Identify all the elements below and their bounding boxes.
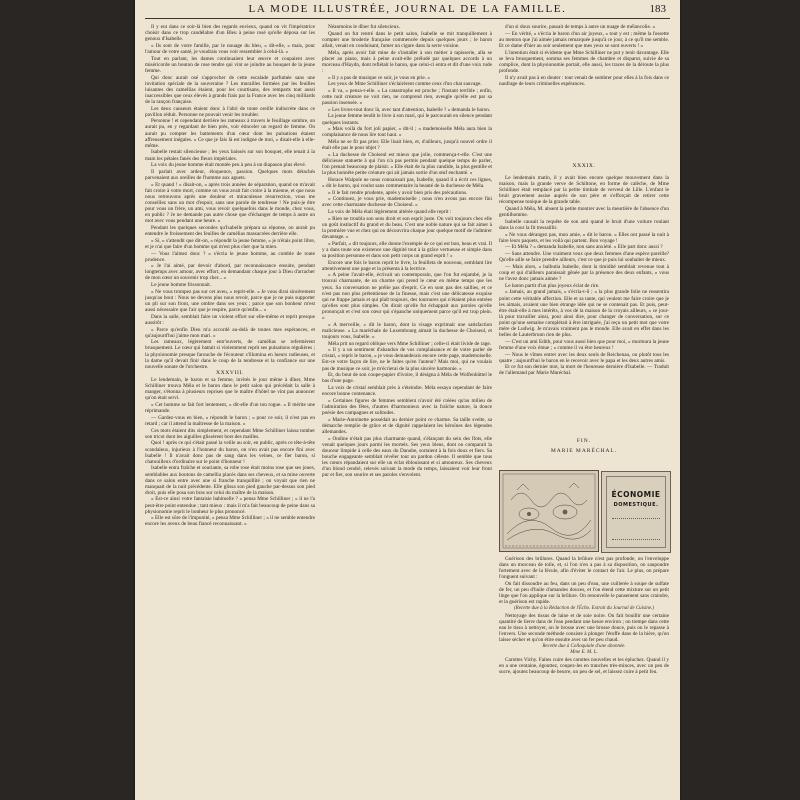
author-signature: MARIE MARÉCHAL. — [550, 448, 618, 454]
newspaper-page — [135, 0, 680, 800]
paragraph: — Vous l'aimez donc ? » s'écria le jeune homme, au comble de toute prudence. — [145, 250, 315, 263]
paragraph: Les rameaux, légèrement entr'ouverts, de camélias se refermèrent brusquement. Le cœur qui battait si violemment reprit ses pulsations régulières ; la physionomie presque farouche de l'écouteur s'illumina en lueurs radieuses, et la dame qu'il devait finir dans le coup de la tendresse et la confiance sur une nouvelle sonate de l'orchestre. — [145, 339, 315, 370]
paragraph: La jeune femme tendit le livre à son mari, qui le parcourait en silence pendant quelques instants. — [322, 113, 492, 126]
paragraph: Méla prit un regard oblique vers Mme Schilliner ; celle-ci était livide de rage. — [328, 340, 491, 347]
column-1 — [145, 24, 315, 790]
column-3-bottom — [499, 556, 669, 781]
source-note: Recette due à Colloquiale d'une abonnée. — [542, 643, 626, 649]
engraving-illustration — [499, 470, 599, 552]
paragraph: Et ce fut son dernier mot, la mort de l'heureuse dernière d'Isabelle. — Traduit de l'allemand par Marie Maréchal. — [499, 364, 669, 377]
paragraph: « Il le fait rendre prudente, après y avoir bien pris des précautions. — [328, 189, 468, 196]
paragraph: — C'est un ami Edith, pour vous aussi bien que pour moi, » murmura la jeune femme d'une voix émue ; « comme il va être heureux ! — [499, 338, 669, 351]
paragraph: « Il va, » pensa-t-elle. « La catastrophe est proche ; l'instant terrible ; enfin, cette nuit créature ne voit rien, ne comprend rien, aveugle qu'elle est par sa passion insensée. » — [322, 87, 492, 107]
paragraph: Dans la salle, semblait faire un violent effort sur elle-même et reprit presque aussitôt : — [145, 313, 315, 326]
section-vignette — [601, 471, 671, 553]
journal-title: LA MODE ILLUSTRÉE, JOURNAL DE LA FAMILLE. — [248, 3, 567, 15]
paragraph: Le lendemain matin, il y avait bien encore quelque mouvement dans la maison, mais la grande verve de Schiltone, en forme de calèche, de Mme Schilliner était remplacé par la petite timbale de verveul de Lille. L'enfant le bruit gravement assise auprès de son père et s'efforçait de retirer cette récompense tonique de la grande table. — [499, 175, 669, 206]
paragraph: Le baron partit d'un plus joyeux éclat de rire. — [505, 282, 600, 289]
paragraph: « Rien ne troubla son sens droit et son esprit juste. On voit toujours chez elle un goût instinctif du grand et du beau. C'est une noble nature qui se fait aimer à la première vue et chez qui on découvrira chaque jour quelque motif de l'admirer davantage. » — [322, 215, 492, 240]
paragraph: Isabelle causait la requête de son ami quand le bruit d'une voiture roulant dans la cour la fit tressaillir. — [499, 218, 669, 231]
source-note: Mme E. M. L. — [570, 650, 598, 656]
paragraph: « Je l'ai aimé, par devoir d'abord, par reconnaissance ensuite, pendant longtemps avec amour, avec effort, en demandant chaque jour à Dieu d'arracher de mon cœur un souvenir trop cher... » — [145, 263, 315, 282]
paragraph: L'intention était si évidente que Mme Schilliner ne put y tenir davantage. Elle se leva brusquement, somma ses femmes de chambre et disparut, suivie de sa complice, dont la physionomie portait, elle aussi, les traces de la déroute la plus profonde. — [499, 49, 669, 74]
paragraph: La voix de cristal semblait près à s'éteindre. Méla essaya cependant de faire encore bonne contenance. — [322, 385, 492, 398]
column-3-middle — [499, 175, 669, 437]
paragraph: Guérison des brûlures. Quand la brûlure n'est pas profonde, on l'enveloppe dans un morceau de toile, et, si l'on n'en a pas à sa disposition, on saupoudre fortement avec de la fécule, afin d'éviter le contact de l'air. Le plus, on prépare l'onguent suivant : — [499, 556, 669, 581]
paragraph: Ces mots étaient dits simplement, et cependant Mme Schilliner laissa tomber son tricot dont les aiguilles glissèrent hors des mailles. — [145, 427, 315, 440]
column-2 — [322, 24, 492, 790]
paragraph: Le jeune homme frissonnait. — [151, 282, 212, 289]
paragraph: Isabelle entra fraîche et souriante, sa robe rose était moins rose que ses joues, semblables aux boutons de camellia placés dans ses cheveux, et sa mine ouverte dans ce salon entre avec une si franche tranquillité ; on voyait que rien ne manquait de la nuit précédente. Elle glissa son pied gauche par-dessus son pied droit, puis elle posa son bras sur celui du maître de la maison. — [145, 465, 315, 496]
paragraph: « Marie-Antoinette possédait au dernier point ce charme. Sa taille svelte, sa démarche remplie de grâce et de dignité rappelaient les héroïnes des légendes allemandes. — [322, 416, 492, 435]
paragraph: Quand on fut rentré dans le petit salon, Isabelle se mit tranquillement à compter une broderie française commencée depuis quelques jours ; le baron allait, venait en conduisant, fumer un cigare dans la serre voisine. — [322, 30, 492, 49]
paragraph: Nettoyage des tissus de laine et de soie noire. On fait bouillir une certaine quantité de lierre dans de l'eau pendant une heure environ ; on trempe dans cette eau le tissu à nettoyer, on le brosse avec une brosse douce, puis on le repasse à l'envers. Une seconde méthode consiste à plonger l'étoffe dans de la bière, qu'on laisse sécher et qu'on étire ensuite avec un fer peu chaud. — [499, 612, 669, 643]
paragraph: « Parfait, » dit toujours, elle donne l'exemple de ce qui est bon, beau et vrai. Il y a dans toute son existence une dignité tout à la grâce vertueuse et simple dans sa position personne et dans son petit corps un grand esprit ! » — [322, 240, 492, 259]
paragraph: « Ils sont de votre famille, par le nouage du bleu, » dit-elle, « mais, pour l'amour de votre santé, je voudrais vous voir ressembler à celui-là. » — [145, 42, 315, 55]
paragraph: « Elle est sûre de l'impunité, » pensa Mme Schilliner ; « il ne semble entendre encore les aveux de beau fiancé reconnaissant. » — [145, 515, 315, 528]
paragraph: « Parce qu'enfin Dieu m'a accordé au-delà de toutes mes espérances, et qu'aujourd'hui j'aime mon mari. » — [145, 326, 315, 339]
paragraph: Et, du bout de son coupe-papier d'ivoire, il désigna à Méla de Wolfenbüttel le bas d'une page. — [322, 372, 492, 385]
page-header — [145, 2, 670, 19]
paragraph: « Ne vous trompez pas sur cet aveu, » reprit-elle. « Je vous dirai sincèrement jusqu'au bout : Nous ne devons plus nous revoir, parce que je ne puis supporter un pli sur son front, une ombre dans ses yeux ; parce que son bonheur m'est aussi nécessaire que l'air que je respire, parce qu'enfin... » — [145, 288, 315, 314]
paragraph: « Mais voilà du fort joli papier, » dit-il ; « mademoiselle Méla aura bien la complaisance de nous lire tout haut. » — [322, 126, 492, 139]
paragraph: « Il y a un sentiment d'abandon de vos complaisance et de votre parler de cristal, » reprit le baron, « je vous demanderais encore cette page, mademoiselle. Est-ce votre façon de lire, ne le faites qu'en l'auteur? Mais moi, qui ne voulais pas de musique ce soir, je m'écrierai de la plus sincère harmonie. » — [322, 347, 492, 372]
paragraph: — Mais alors, » balbutia Isabelle, dont la timidité semblait revenue tout à coup et qui d'ailleurs paraissait gênée par la présence des deux enfants, « vous ne l'avez donc jamais aimée ? — [499, 263, 669, 283]
paragraph: Encore une fois le baron reprit le livre, la feuilleta de nouveau, semblant lire attentivement une page et la présenta à la lectrice. — [322, 259, 492, 272]
paragraph: « Certaines figures de femmes semblent n'avoir été créées qu'au milieu de l'admiration des fêtes, d'autres d'harmonieux avec la fraîche nature, la douce poésie des campagnes et solitudes. — [322, 397, 492, 416]
paragraph: « Ondine n'était pas plus charmante quand, s'élançant du sein des flots, elle venait quelques jours parmi les mortels. Ses yeux bleus, dont on comparait la douceur limpide à celle des eaux du Danube, sortaient à la fois doux et fiers. Sa bouche engageante semblait révéler tout un pardon céleste. Il semble que tous les cœurs répandaient sur elle un éclat éblouissant et si amoureux. Ses cheveux d'un blond cendré, relevés suivant la mode du temps, laissaient voir leur front pur et fier, son sourire et ses paroles s'envolent. — [322, 435, 492, 479]
paragraph: — Sans attendre. Une vraiment veux que deux femmes d'une espèce pareille? Qu'elle aille se faire prendre ailleurs, c'est ce que je puis lui souhaiter de mieux. — [499, 251, 669, 264]
paragraph: — Et Méla ? » demanda Isabelle, non sans anxiété. « Elle part donc aussi ? — [505, 244, 663, 251]
paragraph: Il n'y avait pas à en douter : tout venait de sombrer pour elles à la fois dans ce naufrage de leurs criminelles espérances. — [499, 74, 669, 87]
paragraph: « Les livres-tout donc là, avec tant d'attention, Isabelle ? » demanda le baron. — [328, 106, 491, 113]
paragraph: « Continuez, je vous prie, mademoiselle ; nous n'en avons pas encore fini avec cette charmante duchesse de Choiseul. » — [322, 196, 492, 209]
paragraph: Il parlait avec ardeur, éloquence, passion. Quelques mots détachés parvenaient aux oreilles de l'homme aux aguets. — [145, 168, 315, 181]
paragraph: — En vérité, » s'écria le baron d'un air joyeux, « tout y est ; même la fossette au menton que j'ai aimée jamais remarquée jusqu'à ce jour, à ce qu'il me semble. Et ce dame d'hier au soir seulement que mes yeux se sont ouverts ! » — [499, 30, 669, 49]
paragraph: Il y eut dans ce soir-là bien des regards envieux, quand on vit l'impératrice choisir dans ce trop candélabre d'un Bleu à peine rosé qu'elle déposa sur les genoux d'Isabelle. — [145, 24, 315, 43]
source-note: (Recette due à la Rédaction de l'Écho. Extrait du Journal de Cuisine.) — [513, 605, 655, 611]
paragraph: Carottes Vichy. Faites cuire des carottes nouvelles et les épluchez. Quand il y en a une centaine, égouttez, coupez-les en tranches très-minces, avec un peu de sucre, ajoutez beaucoup de beurre, un peu de sel, et laissez cuire à petit feu. — [499, 657, 669, 676]
paragraph: Le lendemain, le baron et sa femme, invités le jour même à dîner, Mme Schilliner trouva Méla et le baron dans le petit salon qui précédait la salle à manger, s'étonna à plusieurs reprises que le maître d'hôtel ne vint pas annoncer qu'on était servi. — [145, 377, 315, 402]
paragraph: Néanmoins le dîner fut silencieux. — [328, 24, 401, 30]
section-title: ÉCONOMIE — [611, 490, 661, 499]
paragraph: « Il y a pas de musique ce soir, je vous en prie. » — [328, 74, 430, 81]
paragraph: « Et quand ! » disait-on, « après trois années de séparation, quand on m'avait fait croire à votre mort, comme on vous avait fait croire à la mienne, et que nous nous retrouvons après une douleur et miraculeuse résurrection, vous me conseillez sans un mot d'espoir, sans une parole de tendresse ! Ne puis-je être pour vous un frère, un ami, vous revoir quelquefois dans le monde, chez vous, en public ? Je ne demande pas autre chose que d'échanger de temps à autre un mot avec vous pendant une heure. » — [145, 181, 315, 225]
paragraph: « Est-ce ainsi votre fantaisie habituelle ? » pensa Mme Schilliner ; « il ne l'a peut-être point entendue ; tant mieux : mais il m'a fait beaucoup de peine dans sa physionomie reprit le bonheur le plus prononcé. — [145, 496, 315, 515]
chapter-heading: XXXIX. — [572, 163, 596, 169]
story-end — [499, 438, 669, 454]
paragraph: Quand à Méla, M. absent la petite montrer avec la meurtière de l'absence d'un gentilhomme. — [499, 206, 669, 219]
paragraph: Personne ! et cependant derrière les rameaux à travers le feuillage sombre, on aurait pu, en y regardant de bien près, voir étinceler un regard de femme. On aurait pu compter les battements d'un cœur dont les pulsations étaient affreusement inégales. « Ce que je fais là est indigne de moi, » disait-elle à elle-même. — [145, 118, 315, 149]
paragraph: Pendant les quelques secondes qu'Isabelle prépara sa réponse, on aurait pu entendre le froissement des feuilles de camélias massacrées derrière elle. — [145, 224, 315, 238]
chapter-heading: XXXVIII. — [216, 370, 244, 377]
paragraph: « La duchesse de Choiseul est mieux que jolie, commença-t-elle. C'est une délicieuse statuette à qui l'on n'a pas permis pendant quelque temps de parler, l'on prenait beaucoup de plaisir. » Elle était de la plus candide, la plus gentille et la plus honnête petite créature qui ait jamais sortie d'un œuf enchanté. » — [322, 151, 492, 177]
paragraph: Quoi ! après ce qui s'était passé la veille au soir, en public, après ce tête-à-tête scandaleux, injurieux à l'honneur du baron, on n'en avait pas encore fini avec Isabelle ! Il n'avait donc pas de sang dans les veines, ce fier baron, si chatouilleux d'ordinaire sur le point d'honneur ! — [145, 440, 315, 465]
section-subtitle: DOMESTIQUE. — [613, 502, 659, 508]
paragraph: — Gardez-vous en bien, » répondit le baron ; « pour ce soir, il n'est pas en retard ; car il attend la maîtresse de la maison. » — [145, 414, 315, 427]
paragraph: Les yeux de Mme Schilliner s'éclairèrent comme ceux d'un chat sauvage. — [328, 81, 482, 88]
paragraph: « A merveille, » dit le baron, dont la visage exprimait une satisfaction malicieuse. « La maréchale de Luxembourg aimait la duchesse de Choiseul, et toujours vous, Isabelle. » — [322, 321, 492, 340]
paragraph: Méla ne se fit pas prier. Elle lisait bien, et, d'ailleurs, jusqu'à nouvel ordre il était elle pas le pour objet ? — [322, 139, 492, 152]
paragraph: La voix de Méla était légèrement altérée quand elle reprit : — [328, 209, 452, 216]
paragraph: « Cet homme se fait fort lentement, » dit-elle d'un ton rogue. « Il mérite une réprimande. — [145, 402, 315, 415]
chapter-heading-block — [499, 163, 669, 175]
paragraph: Méla, après avoir fait mine de s'installer à son métier à tapisserie, alla se placer au piano, mais à peine avait-elle préludé par quelques accords à un morceau d'Haydn, dont reflétait le baron, que celui-ci entra et dit d'une voix rude : — [322, 49, 492, 74]
paragraph: Les deux causeurs étaient donc à l'abri de toute oreille indiscrète dans ce pavillon réduit. Personne ne pouvait venir les troubler. — [145, 105, 315, 118]
paragraph: Qui donc aurait osé s'approcher de cette escalade parfumée sans une invitation spéciale de la souveraine ? Les murailles formées par les feuilles luisantes des camellias étaient, pour les courtisans, des remparts tout aussi inaccessibles que ceux élevés à grands frais par la France avec les cinq milliards de la rançon française. — [145, 74, 315, 105]
paragraph: « Si, » s'attendit que dit-on, « répondit la jeune femme, » je n'étais point libre, et je n'ai que faire d'un homme qui m'est plus cher que la mien. — [145, 237, 315, 250]
paragraph: — Nous le vîmes entrer avec les deux seuls de Reichenau, ou plutôt tous les quatre ; aujourd'hui le baron en le recevoir avec le papa et les deux autres amis. — [499, 351, 669, 364]
paragraph: d'un si doux sourire, passait de temps à autre un nuage de mélancolie. » — [505, 24, 656, 30]
vignette-ornament — [612, 518, 660, 540]
paragraph: La voix du jeune homme était montée peu à peu à un diapason plus élevé. — [151, 162, 306, 169]
paragraph: « Ne vous dérangez pas, mon amie, » dit le baron. « Elles ont passé la nuit à faire leurs paquets, et les voilà qui partent. Bon voyage ! — [499, 231, 669, 244]
paragraph: Isabelle restait silencieuse ; les yeux baissés sur son bouquet, elle tenait à la main les pétales fanés des fleurs impériales. — [145, 149, 315, 162]
paragraph: « Jamais, au grand jamais, » s'écria-t-il ; « la plus grande folie ne ressentira point cette véritable affection. Elle et sa tante, qui veulent me faire croire que je les aimais, avaient une bien étrange idée qui ne se contenait pas. Et puis, peut-être était-elle à mes intérêts, à vos dé la maison de la croyais ailleurs, » ce jour-là pour travailler ainsi, pour ainsi dire, pour changer de conversation, sur ce point qu'une semaine complétait à être intriguée, j'ai reçu un petit mot que votre mère de Ludwig. Je m'avais vraiment pas le monde. Elle avait en effet dans les belles de Lauterbrunn rien de plus. — [499, 289, 669, 339]
paragraph: On fait dissoudre au feu, dans un peu d'eau, une cuillerée à soupe de sulfate de fer, un peu d'huile d'amandes douces, et l'on étend cette mixture sur un petit linge que l'on applique sur la brûlure. On renouvelle le pansement sans craindre, et la guérison est rapide. — [499, 580, 669, 606]
end-label: FIN. — [576, 438, 592, 444]
paragraph: Horace Walpole ne nous connaissait pas, Isabelle, quand il a écrit ces lignes, » dit le baron, qui voulut sans commentaire la beauté de la duchesse de Méla. — [322, 176, 492, 189]
paragraph: « A peine l'avait-elle, écrivait un contemporain, que l'on fut enjambé, je la trouvai charmante, de un charme qui prend le cœur en même temps que les yeux. Sa conversation ne prélie pas d'esprit. Ce en sont pas des saillies, et ce n'est pas non plus prétentieuse de la finesse, mais c'est une délicatesse exquise qui ne frappe jamais et qui plaît toujours, des tournures qui n'étaient plus entrées qu'elles sont plus simples. On dirait qu'elle fut échappait aux paroles qu'elle prononçait et c'est son cœur qui s'épanche uniquement parce qu'il est trop plein. » — [322, 272, 492, 321]
column-3-top — [499, 24, 669, 134]
page-number: 183 — [649, 3, 666, 15]
paragraph: Tout en parlant, les dames continuaient leur œuvre et coupaient avec miséricorde un bouton de rose tendre qui vint se joindre au bouquet de la jeune femme. — [145, 55, 315, 74]
